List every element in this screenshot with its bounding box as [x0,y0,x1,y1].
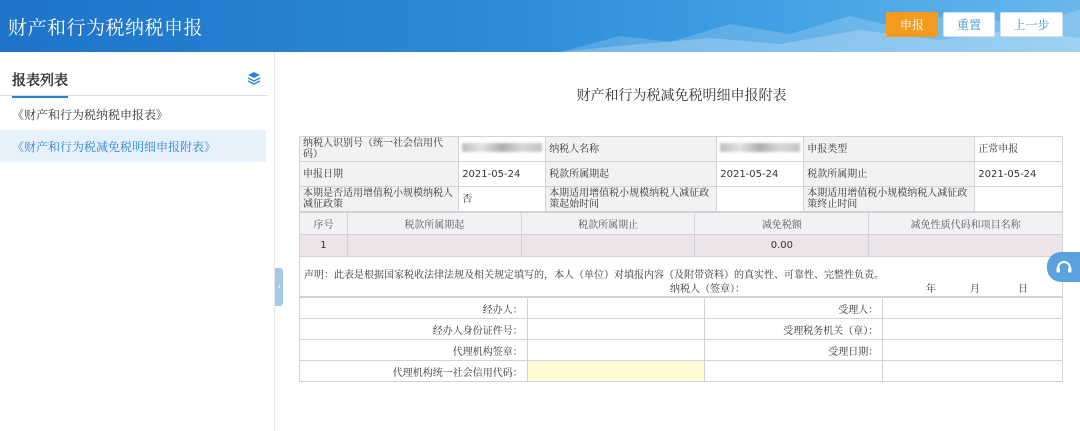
taxpayer-signature-label: 纳税人（签章）： [670,284,745,295]
cell-period-end[interactable] [521,235,695,257]
redacted-taxpayer-name [720,143,800,152]
app-header [0,0,1080,52]
label-period-start: 税款所属期起 [546,162,717,187]
input-agency-seal[interactable] [527,340,705,361]
label-handler: 经办人： [300,298,528,319]
declaration-box [299,256,1063,297]
value-policy-end [975,187,1063,212]
label-taxpayer-id: 纳税人识别号（统一社会信用代码） [300,137,459,162]
sidebar-header [0,64,268,96]
sidebar-collapse-handle[interactable] [275,268,283,306]
taxpayer-info-table [299,136,1063,212]
value-period-end: 2021-05-24 [975,162,1063,187]
empty-cell [883,361,1063,382]
input-handler[interactable] [527,298,705,319]
value-filing-type: 正常申报 [975,137,1063,162]
agent-info-table [299,297,1063,382]
table-row [300,361,1063,382]
online-help-button[interactable] [1047,252,1080,282]
input-handler-id[interactable] [527,319,705,340]
table-row [300,162,1063,187]
table-row [300,340,1063,361]
submit-button[interactable]: 申报 [886,12,938,37]
month-label: 月 [970,284,980,295]
col-header-reduction-code: 减免性质代码和项目名称 [869,213,1063,235]
reduction-detail-table [299,212,1063,257]
reset-button[interactable]: 重置 [943,12,995,37]
table-row [300,137,1063,162]
value-taxpayer-name [717,137,804,162]
previous-step-button[interactable]: 上一步 [1000,12,1063,37]
table-row [300,319,1063,340]
main-content [283,52,1080,431]
label-receipt-date: 受理日期： [705,340,883,361]
col-header-period-end: 税款所属期止 [521,213,695,235]
label-agency-credit-code: 代理机构统一社会信用代码： [300,361,528,382]
value-small-scale-policy: 否 [459,187,546,212]
empty-cell [705,361,883,382]
label-period-end: 税款所属期止 [804,162,975,187]
table-row [300,187,1063,212]
value-taxpayer-id [459,137,546,162]
input-tax-authority[interactable] [883,319,1063,340]
cell-reduction-amount: 0.00 [695,235,869,257]
layers-icon[interactable] [247,71,261,85]
form-title: 财产和行为税减免税明细申报附表 [576,88,787,104]
label-policy-start: 本期适用增值税小规模纳税人减征政策起始时间 [546,187,717,212]
input-receiver[interactable] [883,298,1063,319]
label-policy-end: 本期适用增值税小规模纳税人减征政策终止时间 [804,187,975,212]
cell-seq: 1 [300,235,348,257]
label-small-scale-policy: 本期是否适用增值税小规模纳税人减征政策 [300,187,459,212]
label-agency-seal: 代理机构签章： [300,340,528,361]
table-header-row [300,213,1063,235]
sidebar-title: 报表列表 [12,70,68,98]
cell-period-start[interactable] [347,235,521,257]
page-title: 财产和行为税纳税申报 [8,17,204,39]
table-row [300,235,1063,257]
declaration-text: 声明：此表是根据国家税收法律法规及相关规定填写的，本人（单位）对填报内容（及附带资料）的真实性、可靠性、完整性负责。 [304,270,884,281]
day-label: 日 [1018,284,1028,295]
value-filing-date: 2021-05-24 [459,162,546,187]
input-receipt-date[interactable] [883,340,1063,361]
label-taxpayer-name: 纳税人名称 [546,137,717,162]
value-policy-start [717,187,804,212]
label-filing-date: 申报日期 [300,162,459,187]
table-row [300,298,1063,319]
year-label: 年 [926,284,936,295]
label-tax-authority: 受理税务机关（章）： [705,319,883,340]
col-header-reduction-amount: 减免税额 [695,213,869,235]
value-period-start: 2021-05-24 [717,162,804,187]
chevron-left-icon: ‹ [277,282,281,292]
label-receiver: 受理人： [705,298,883,319]
headset-icon [1054,257,1074,277]
label-filing-type: 申报类型 [804,137,975,162]
cell-reduction-code[interactable] [869,235,1063,257]
col-header-seq: 序号 [300,213,348,235]
sidebar-item-reduction-schedule[interactable]: 《财产和行为税减免税明细申报附表》 [0,130,266,162]
input-agency-credit-code[interactable] [527,361,705,382]
redacted-taxpayer-id [462,143,542,152]
col-header-period-start: 税款所属期起 [347,213,521,235]
sidebar-item-tax-return-form[interactable]: 《财产和行为税纳税申报表》 [12,107,169,122]
sidebar [0,52,275,431]
label-handler-id: 经办人身份证件号： [300,319,528,340]
